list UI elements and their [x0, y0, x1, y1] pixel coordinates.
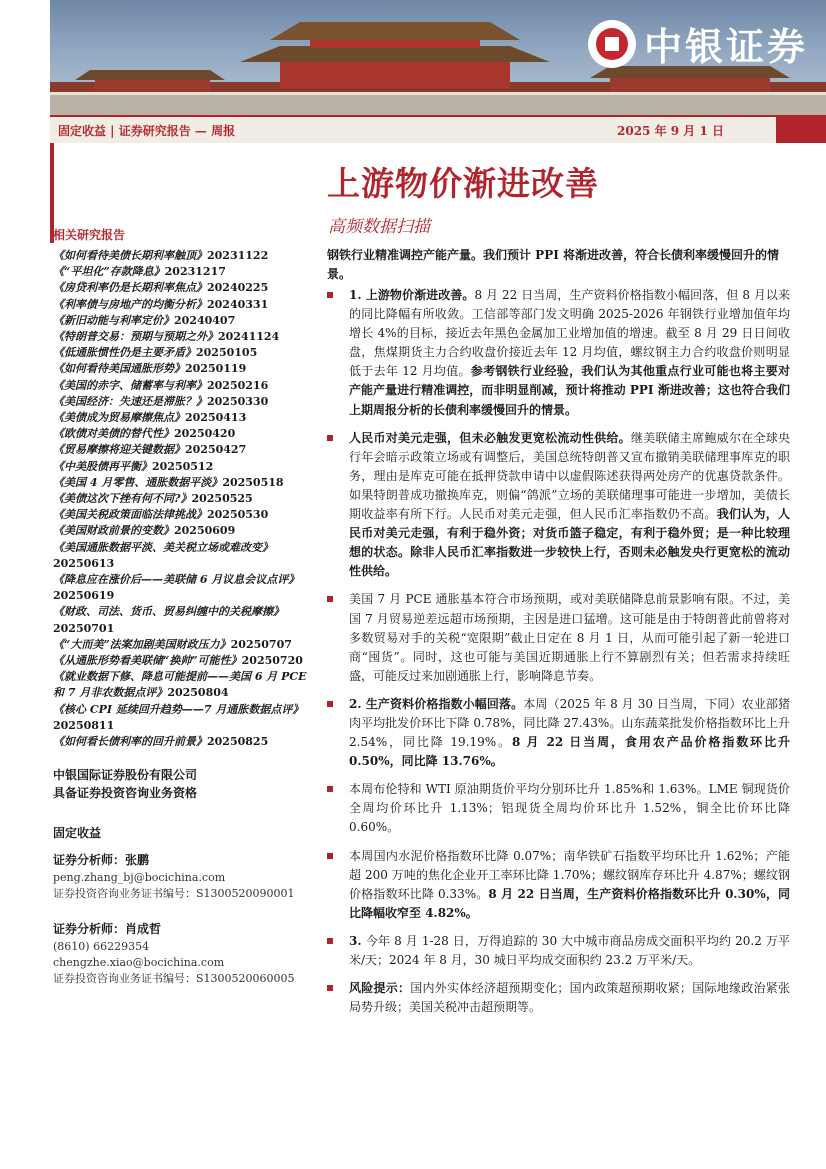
report-date: 20240331: [207, 297, 269, 311]
sidebar: [53, 226, 315, 987]
report-title: 《核心 CPI 延续回升趋势——7 月通胀数据点评》: [53, 702, 304, 716]
report-date: 20250619: [53, 589, 115, 603]
related-report-item[interactable]: [53, 361, 315, 377]
key-point-text: 国内外实体经济超预期变化；国内政策超预期收紧；国际地缘政治紧张局势升级；美国关税冲击超预期等。: [349, 981, 790, 1015]
key-point-text: 8 月 22 日当周，生产资料价格指数小幅回落，但 8 月以来的同比降幅有所收敛。工信部等部门发文明确 2025-2026 年钢铁行业增加值年均增长 4%的目标，接近去年黑色金属加工业增加值的增速。截至 8 月 29 日日间收盘，焦煤期货主力合约收盘价接近去年 12 月均值，螺纹钢主力合约收盘价则明显低于去年 12 月均值。: [349, 288, 790, 379]
report-title: 《美国经济：失速还是滞胀？》: [53, 394, 207, 408]
report-title: 《利率债与房地产的均衡分析》: [53, 297, 207, 311]
report-title: 《美国的赤字、储蓄率与利率》: [53, 378, 207, 392]
firm-license: 具备证券投资咨询业务资格: [53, 786, 198, 801]
key-point-text: 继美联储主席鲍威尔在全球央行年会暗示政策立场或有调整后，美国总统特朗普又宣布撤销美联储理事库克的职务，理由是库克可能在抵押贷款申请中以虚假陈述获得两处房产的优惠贷款条件。如果特朗普成功撤换库克，则偏“鸽派”立场的美联储理事可能进一步增加，美债长期收益率有所下行。人民币对美元走强，但人民币汇率指数仍不高。: [349, 430, 790, 522]
report-title: 《美国关税政策面临法律挑战》: [53, 508, 207, 522]
analyst-2: [53, 920, 315, 987]
analyst-email[interactable]: chengzhe.xiao@bocichina.com: [53, 956, 225, 970]
report-date: 20250609: [174, 524, 236, 538]
report-date: 20240225: [207, 281, 269, 295]
section-label: 固定收益: [53, 826, 102, 841]
report-title: 《新旧动能与利率定价》: [53, 313, 174, 327]
key-point: [327, 590, 790, 685]
report-date: 20250707: [230, 637, 292, 651]
bullet-square-icon: [327, 596, 333, 602]
brand-logo: [588, 16, 808, 71]
analyst-email[interactable]: peng.zhang_bj@bocichina.com: [53, 871, 226, 885]
report-title: 《低通胀惯性仍是主要矛盾》: [53, 346, 196, 360]
header-banner: [50, 0, 826, 115]
key-points-list: [327, 286, 790, 1026]
report-date: 20250825: [207, 735, 269, 749]
related-report-item[interactable]: [53, 329, 315, 345]
related-report-item[interactable]: [53, 507, 315, 523]
analyst-license: 证券投资咨询业务证书编号：S1300520060005: [53, 972, 295, 986]
page-title: 上游物价渐进改善: [327, 164, 599, 203]
report-title: 《如何看待美债长期利率触顶》: [53, 249, 207, 262]
key-point: [327, 979, 790, 1017]
analyst-phone: (8610) 66229354: [53, 940, 150, 954]
report-title: 《中美股债再平衡》: [53, 459, 152, 473]
report-date: 20250413: [185, 411, 247, 425]
related-report-item[interactable]: [53, 523, 315, 539]
bullet-square-icon: [327, 435, 333, 441]
key-point-lead: 1. 上游物价渐进改善。: [349, 288, 475, 302]
related-report-item[interactable]: [53, 459, 315, 475]
report-title: 《“大而美”法案加剧美国财政压力》: [53, 637, 231, 651]
report-date: 20250119: [185, 362, 247, 376]
report-date: 20250613: [53, 556, 115, 570]
key-point-conclusion: 参考钢铁行业经验，我们认为其他重点行业可能也将主要对产能产量进行精准调控，而非明显削减，预计将推动 PPI 渐进改善；这也符合我们上期周报分析的长债利率缓慢回升的情景。: [349, 364, 790, 417]
key-point-text: 今年 8 月 1-28 日，万得追踪的 30 大中城市商品房成交面积平均约 20.2 万平米/天；2024 年 8 月，30 城日平均成交面积约 23.2 万平米/天。: [349, 933, 790, 967]
report-date: 20250530: [207, 508, 269, 522]
header-bar: [50, 115, 826, 143]
related-report-item[interactable]: [53, 491, 315, 507]
report-title: 《美国财政前景的变数》: [53, 524, 174, 538]
bullet-square-icon: [327, 292, 333, 298]
report-date: 20250512: [152, 459, 214, 473]
analyst-license: 证券投资咨询业务证书编号：S1300520090001: [53, 887, 295, 901]
page-subtitle: 高频数据扫描: [328, 217, 430, 237]
related-report-item[interactable]: [53, 264, 315, 280]
related-report-item[interactable]: [53, 345, 315, 361]
report-date: 20240407: [174, 313, 236, 327]
bullet-square-icon: [327, 786, 333, 792]
key-point: [327, 932, 790, 970]
related-reports-title: 相关研究报告: [53, 228, 126, 242]
related-report-item[interactable]: [53, 653, 315, 669]
bullet-square-icon: [327, 701, 333, 707]
report-title: 《房贷利率仍是长期利率焦点》: [53, 281, 207, 295]
key-point: [327, 847, 790, 923]
related-report-item[interactable]: [53, 734, 315, 750]
report-date: 20250216: [207, 378, 269, 392]
firm-name: 中银国际证券股份有限公司: [53, 768, 198, 783]
report-title: 《就业数据下修、降息可能提前——美国 6 月 PCE 和 7 月非农数据点评》: [53, 670, 307, 700]
report-date: 20231217: [164, 265, 226, 279]
intro-summary: 钢铁行业精准调控产能产量。我们预计 PPI 将渐进改善，符合长债利率缓慢回升的情景。: [327, 248, 780, 281]
report-title: 《美债成为贸易摩擦焦点》: [53, 411, 185, 425]
related-report-item[interactable]: [53, 572, 315, 604]
report-date: 20250427: [185, 443, 247, 457]
related-report-item[interactable]: [53, 669, 315, 701]
related-report-item[interactable]: [53, 378, 315, 394]
related-report-item[interactable]: [53, 410, 315, 426]
key-point-lead: 3.: [349, 933, 366, 948]
key-point-text: 本周国内水泥价格指数环比降 0.07%；南华铁矿石指数平均环比升 1.62%；产能超 200 万吨的焦化企业开工率环比降 1.70%；螺纹钢库存环比升 4.87%；螺纹钢价格指数环比降 0.33%。: [349, 848, 790, 901]
report-title: 《美债这次下挫有何不同?》: [53, 492, 192, 506]
analyst-1: [53, 851, 315, 902]
report-date: 20250811: [53, 718, 115, 732]
report-title: 《贸易摩擦将迎关键数据》: [53, 443, 185, 457]
report-date: 20241124: [218, 330, 280, 344]
related-report-item[interactable]: [53, 394, 315, 410]
brand-name: 中银证券: [643, 25, 808, 69]
key-point-text: 美国 7 月 PCE 通胀基本符合市场预期，或对美联储降息前景影响有限。不过，美国 7 月贸易逆差远超市场预期，主因是进口猛增。这可能是由于特朗普此前曾将对多数贸易对手的关税“宽限期”截止日定在 8 月 1 日，从而可能引起了新一轮进口商“囤货”。同时，这也可能与美国近期通胀上行不算剧烈有关；但若需求持续旺盛，可能反过来加剧通胀上行，影响降息节奏。: [349, 592, 790, 683]
firm-info: [53, 766, 315, 802]
report-title: 《“平坦化”存款降息》: [53, 265, 165, 279]
report-title: 《降息应在涨价后——美联储 6 月议息会议点评》: [53, 573, 300, 587]
key-point-lead: 风险提示：: [349, 981, 411, 996]
key-point: [327, 780, 790, 837]
report-title: 《如何看长债利率的回升前景》: [53, 735, 207, 749]
related-reports-list: [53, 248, 315, 750]
bullet-square-icon: [327, 853, 333, 859]
header-bar-inner: [50, 115, 776, 143]
bullet-square-icon: [327, 938, 333, 944]
related-report-item[interactable]: [53, 426, 315, 442]
related-report-item[interactable]: [53, 475, 315, 491]
report-title: 《财政、司法、货币、贸易纠缠中的关税摩擦》: [53, 605, 284, 619]
report-date: 20250804: [167, 686, 229, 700]
key-point-text: 本周布伦特和 WTI 原油期货价平均分别环比升 1.85%和 1.63%。LME 铜现货价全周均价环比升 1.13%；铝现货全周均价环比升 1.52%，铜全比价环比降 0.60%。: [349, 782, 790, 835]
related-report-item[interactable]: [53, 313, 315, 329]
report-date: 20250525: [191, 492, 253, 506]
key-point: [327, 429, 790, 582]
report-date: 20250105: [196, 346, 258, 360]
breadcrumb: 固定收益 | 证券研究报告 — 周报: [58, 124, 236, 138]
key-point-lead: 2. 生产资料价格指数小幅回落。: [349, 696, 524, 711]
bullet-square-icon: [327, 985, 333, 991]
key-point-conclusion: 我们认为，人民币对美元走强，有利于稳外资；对货币篮子稳定，有利于稳外贸；是一种比较理想的状态。除非人民币汇率指数进一步较快上行，否则未必触发央行更宽松的流动性供给。: [349, 507, 790, 579]
related-report-item[interactable]: [53, 540, 315, 572]
related-report-item[interactable]: [53, 637, 315, 653]
key-point: [327, 286, 790, 420]
report-title: 《如何看待美国通胀形势》: [53, 362, 185, 376]
report-date: 2025 年 9 月 1 日: [617, 124, 724, 138]
analyst-name: 证券分析师：张鹏: [53, 853, 150, 868]
key-point-text: 本周（2025 年 8 月 30 日当周，下同）农业部猪肉平均批发价环比下降 0.78%，同比降 27.43%。山东蔬菜批发价格指数环比上升 2.54%，同比降 19.19%。: [349, 696, 790, 750]
related-report-item[interactable]: [53, 280, 315, 296]
related-report-item[interactable]: [53, 442, 315, 458]
key-point-conclusion: 8 月 22 日当周，食用农产品价格指数环比升 0.50%，同比降 13.76%。: [349, 735, 790, 769]
report-date: 20250518: [222, 475, 284, 489]
related-report-item[interactable]: [53, 702, 315, 734]
report-title: 《欧债对美债的替代性》: [53, 427, 174, 441]
report-date: 20250330: [207, 394, 269, 408]
report-date: 20250420: [174, 427, 236, 441]
report-date: 20250720: [241, 654, 303, 668]
key-point-conclusion: 8 月 22 日当周，生产资料价格指数环比升 0.30%，同比降幅收窄至 4.82%。: [349, 886, 791, 920]
report-title: 《从通胀形势看美联储“换帅”可能性》: [53, 654, 242, 668]
related-report-item[interactable]: [53, 297, 315, 313]
report-title: 《美国 4 月零售、通胀数据平淡》: [53, 475, 223, 489]
boc-logo-icon: [588, 20, 636, 68]
key-point-lead: 人民币对美元走强，但未必触发更宽松流动性供给。: [349, 430, 631, 445]
related-report-item[interactable]: [53, 248, 315, 264]
key-point: [327, 695, 790, 771]
report-date: 20250701: [53, 621, 115, 635]
analyst-name: 证券分析师：肖成哲: [53, 922, 162, 937]
report-title: 《特朗普交易：预期与预期之外》: [53, 330, 218, 344]
report-title: 《美国通胀数据平淡、美关税立场或难改变》: [53, 540, 273, 554]
related-report-item[interactable]: [53, 604, 315, 636]
report-date: 20231122: [207, 249, 269, 262]
